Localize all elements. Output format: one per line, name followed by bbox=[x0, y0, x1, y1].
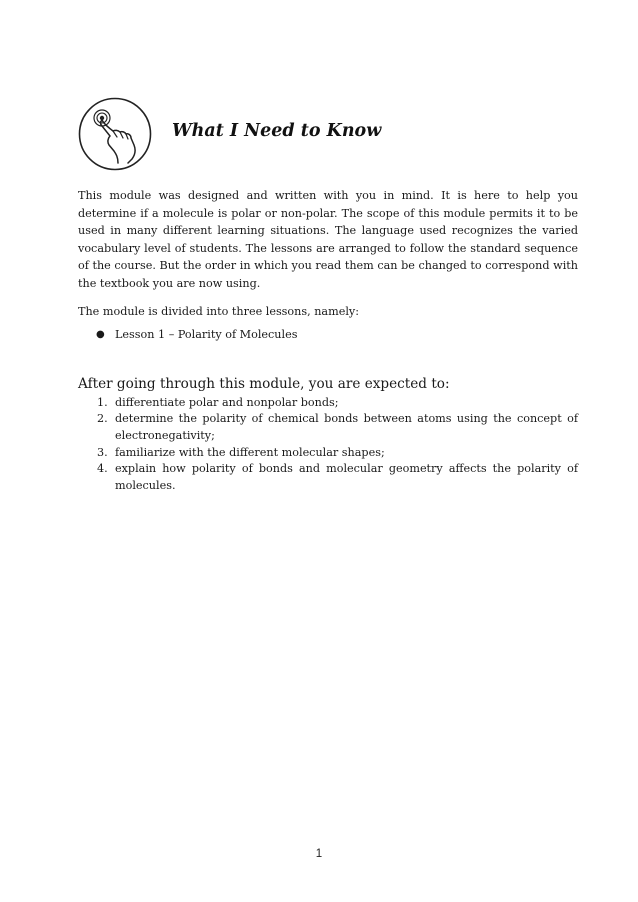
objective-item bbox=[78, 445, 578, 462]
module-content bbox=[78, 187, 578, 494]
section-title: What I Need to Know bbox=[172, 121, 382, 141]
objectives-list bbox=[78, 395, 578, 495]
objective-number: 2. bbox=[97, 412, 108, 426]
page-number: 1 bbox=[315, 848, 323, 860]
lessons-intro: The module is divided into three lessons, namely: bbox=[78, 304, 359, 318]
objectives-intro: After going through this module, you are expected to: bbox=[78, 375, 450, 392]
objective-text: determine the polarity of chemical bonds between atoms using the concept of electronegativity; bbox=[115, 412, 578, 442]
lesson-item bbox=[96, 326, 578, 344]
hand-pointing-icon bbox=[78, 97, 152, 171]
objective-item bbox=[78, 411, 578, 444]
lesson-label: Lesson 1 – Polarity of Molecules bbox=[115, 328, 298, 342]
objective-number: 4. bbox=[97, 462, 108, 476]
bullet-icon: ● bbox=[96, 329, 105, 341]
objective-number: 3. bbox=[97, 445, 108, 459]
objective-item bbox=[78, 461, 578, 494]
objective-number: 1. bbox=[97, 395, 108, 409]
objective-text: differentiate polar and nonpolar bonds; bbox=[115, 395, 339, 409]
lessons-list bbox=[78, 326, 578, 344]
objective-text: explain how polarity of bonds and molecular geometry affects the polarity of molecules. bbox=[115, 462, 578, 492]
objective-item bbox=[78, 395, 578, 412]
objective-text: familiarize with the different molecular shapes; bbox=[115, 445, 385, 459]
intro-paragraph: This module was designed and written with you in mind. It is here to help you determine if a molecule is polar or non-polar. The scope of this module permits it to be used in many different learning situations. The language used recognizes the varied vocabulary level of students. The lessons are arranged to follow the standard sequence of the course. But the order in which you read them can be changed to correspond with the textbook you are now using. bbox=[78, 189, 578, 290]
